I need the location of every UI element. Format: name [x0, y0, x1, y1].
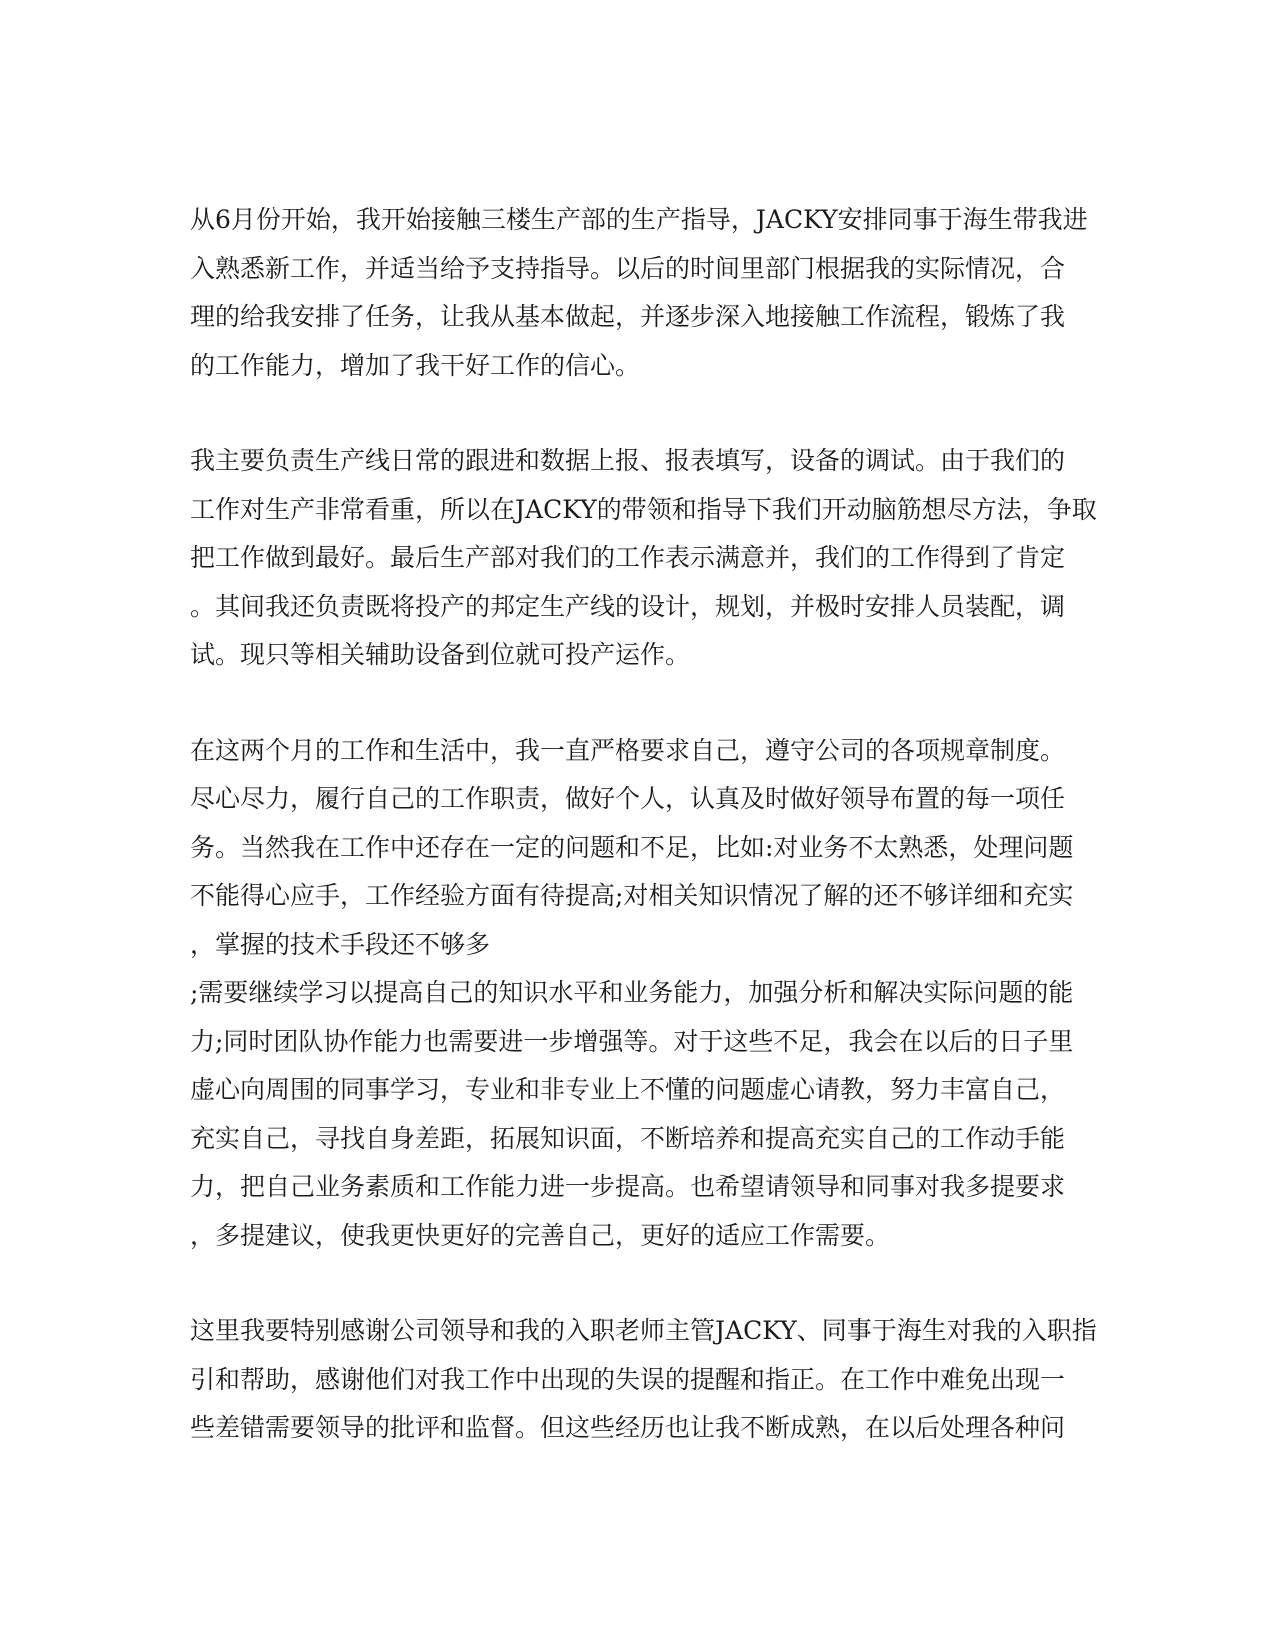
text-line: 从6月份开始，我开始接触三楼生产部的生产指导，JACKY安排同事于海生带我进 — [190, 205, 1088, 234]
text-line: 引和帮助，感谢他们对我工作中出现的失误的提醒和指正。在工作中难免出现一 — [190, 1364, 1066, 1394]
text-line: 些差错需要领导的批评和监督。但这些经历也让我不断成熟，在以后处理各种问 — [190, 1413, 1066, 1442]
text-line: 我主要负责生产线日常的跟进和数据上报、报表填写，设备的调试。由于我们的 — [190, 446, 1066, 475]
text-line: 充实自己，寻找自身差距，拓展知识面，不断培养和提高充实自己的工作动手能 — [190, 1123, 1066, 1153]
text-line: 把工作做到最好。最后生产部对我们的工作表示满意并，我们的工作得到了肯定 — [190, 543, 1066, 572]
paragraph-2 — [190, 437, 1097, 680]
document-body — [190, 196, 1097, 1500]
text-line: 试。现只等相关辅助设备到位就可投产运作。 — [190, 640, 691, 669]
paragraph-3 — [190, 727, 1080, 1261]
text-line: 理的给我安排了任务，让我从基本做起，并逐步深入地接触工作流程，锻炼了我 — [190, 302, 1066, 331]
text-line: ，多提建议，使我更快更好的完善自己，更好的适应工作需要。 — [190, 1220, 891, 1250]
text-line: ，掌握的技术手段还不够多 — [190, 929, 491, 959]
text-line: 尽心尽力，履行自己的工作职责，做好个人，认真及时做好领导布置的每一项任 — [190, 784, 1066, 813]
text-line: 在这两个月的工作和生活中，我一直严格要求自己，遵守公司的各项规章制度。 — [190, 735, 1066, 765]
text-line: 工作对生产非常看重，所以在JACKY的带领和指导下我们开动脑筋想尽方法，争取 — [190, 494, 1097, 524]
text-line: 务。当然我在工作中还存在一定的问题和不足，比如:对业务不太熟悉，处理问题 — [190, 832, 1074, 862]
text-line: 不能得心应手，工作经验方面有待提高;对相关知识情况了解的还不够详细和充实 — [190, 881, 1074, 910]
text-line: 力，把自己业务素质和工作能力进一步提高。也希望请领导和同事对我多提要求 — [190, 1172, 1066, 1201]
text-line: ;需要继续学习以提高自己的知识水平和业务能力，加强分析和解决实际问题的能 — [190, 978, 1074, 1007]
text-line: 。其间我还负责既将投产的邦定生产线的设计，规划，并极时安排人员装配，调 — [190, 591, 1066, 621]
text-line: 虚心向周围的同事学习，专业和非专业上不懂的问题虚心请教，努力丰富自己， — [190, 1075, 1066, 1104]
paragraph-4 — [190, 1307, 1097, 1453]
paragraph-1 — [190, 196, 1088, 390]
text-line: 的工作能力，增加了我干好工作的信心。 — [190, 350, 641, 380]
text-line: 入熟悉新工作，并适当给予支持指导。以后的时间里部门根据我的实际情况，合 — [190, 253, 1066, 283]
text-line: 这里我要特别感谢公司领导和我的入职老师主管JACKY、同事于海生对我的入职指 — [190, 1316, 1097, 1345]
text-line: 力;同时团队协作能力也需要进一步增强等。对于这些不足，我会在以后的日子里 — [190, 1026, 1074, 1056]
